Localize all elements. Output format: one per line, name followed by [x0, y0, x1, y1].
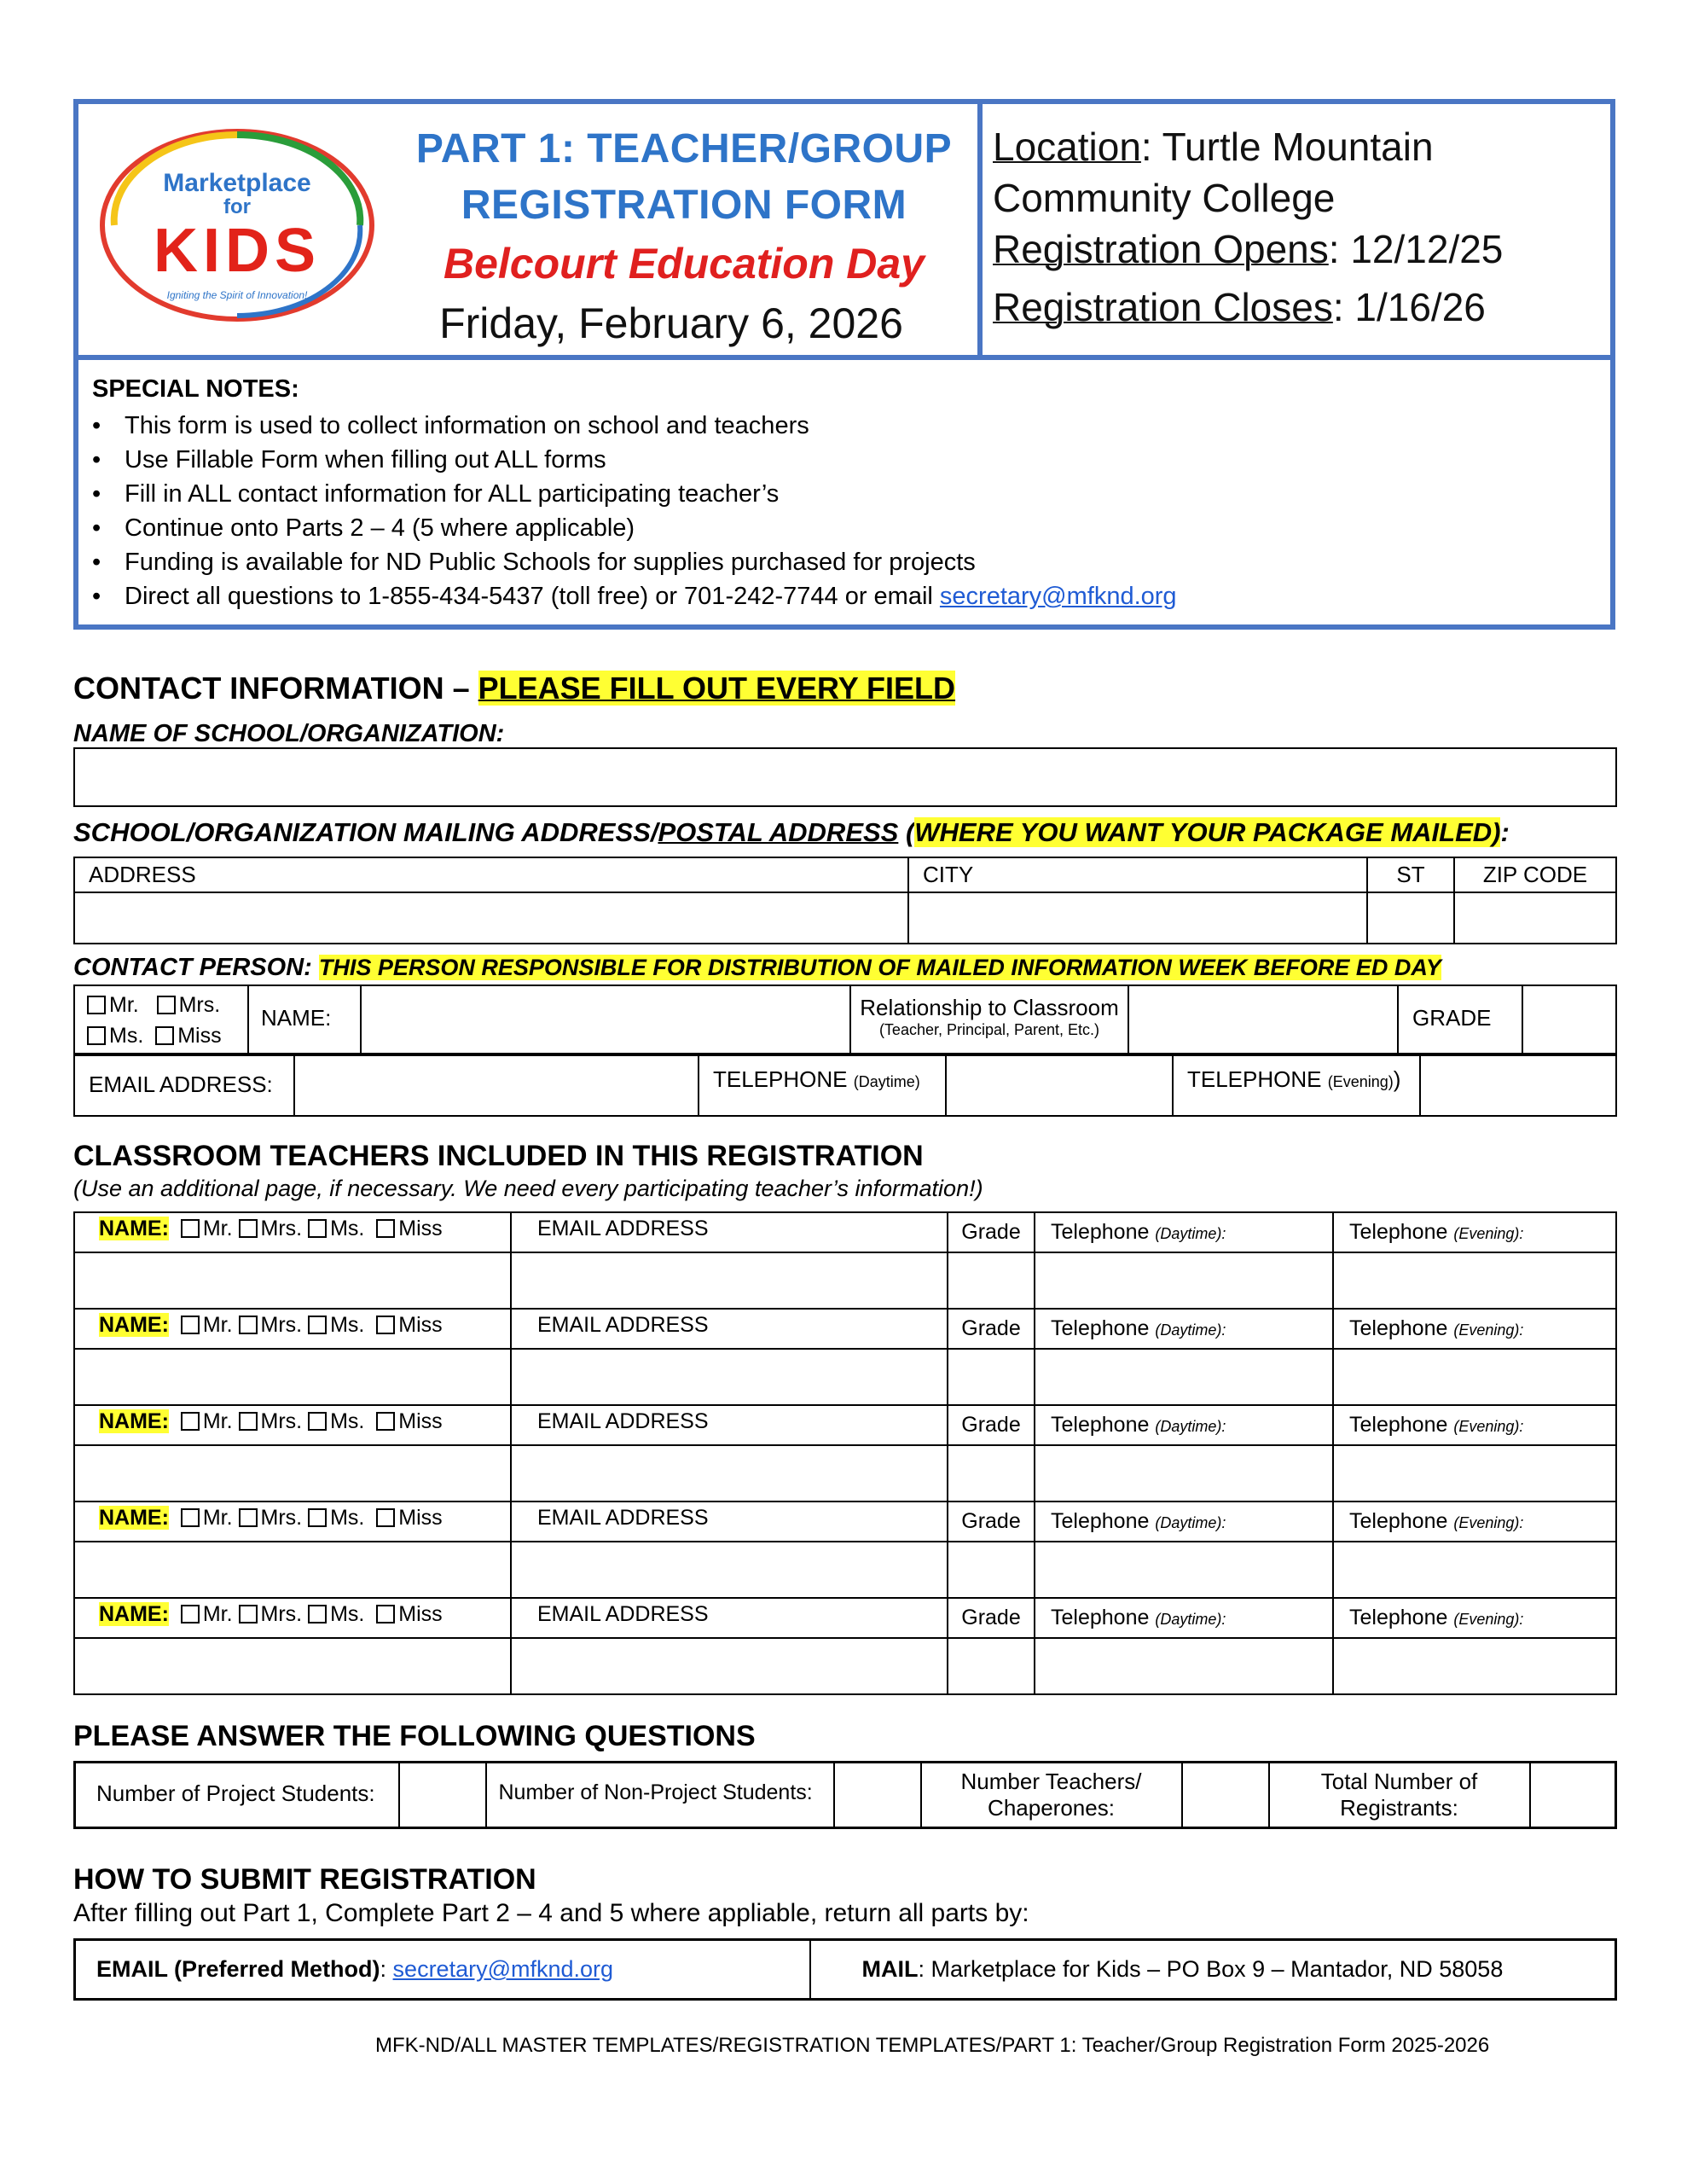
teacher-email-field[interactable] — [511, 1349, 948, 1405]
teacher-input-row — [74, 1349, 1616, 1405]
teacher-name-header — [74, 1309, 511, 1349]
city-header: CITY — [908, 857, 1367, 892]
state-header: ST — [1367, 857, 1454, 892]
tel-text: Telephone — [1051, 1509, 1150, 1533]
teacher-tel-day-field[interactable] — [1035, 1252, 1333, 1309]
teacher-name-label: NAME: — [99, 1409, 169, 1433]
note-text: Direct all questions to 1-855-434-5437 (toll free) or 701-242-7744 or email — [125, 583, 940, 610]
teacher-grade-header: Grade — [948, 1309, 1035, 1349]
checkbox-label: Mrs. — [260, 1217, 303, 1240]
checkbox-miss[interactable] — [376, 1409, 442, 1433]
teacher-tel-eve-field[interactable] — [1333, 1349, 1616, 1405]
q3-line2: Chaperones: — [988, 1795, 1115, 1821]
teacher-input-row — [74, 1638, 1616, 1694]
tel-sub: (Daytime): — [1155, 1514, 1226, 1531]
teacher-name-header — [74, 1212, 511, 1252]
submit-mail-value: : Marketplace for Kids – PO Box 9 – Mantador, ND 58058 — [918, 1956, 1504, 1982]
teacher-name-field[interactable] — [74, 1638, 511, 1694]
grade-field[interactable] — [1522, 985, 1616, 1055]
teacher-name-field[interactable] — [74, 1445, 511, 1502]
q4-line2: Registrants: — [1340, 1795, 1458, 1821]
location-value-2: Community College — [993, 176, 1336, 220]
tel-day-text: TELEPHONE — [713, 1066, 848, 1092]
checkbox-miss[interactable] — [376, 1602, 442, 1626]
teacher-email-header: EMAIL ADDRESS — [511, 1309, 948, 1349]
teacher-name-label: NAME: — [99, 1602, 169, 1626]
contact-section-title — [73, 671, 955, 706]
q-project-students-label: Number of Project Students: — [75, 1763, 399, 1828]
teacher-header-row — [74, 1598, 1616, 1638]
submit-email-cell — [75, 1940, 810, 2000]
teachers-table — [73, 1211, 1617, 1695]
teacher-header-row — [74, 1502, 1616, 1542]
teacher-tel-eve-field[interactable] — [1333, 1638, 1616, 1694]
mailing-label-part: POSTAL ADDRESS — [658, 817, 899, 847]
submit-mail-cell — [810, 1940, 1616, 2000]
contact-name-field[interactable] — [361, 985, 850, 1055]
checkbox-label: Mr. — [202, 1602, 233, 1626]
mailing-label-highlight: WHERE YOU WANT YOUR PACKAGE MAILED) — [914, 817, 1501, 847]
checkbox-label: Ms. — [330, 1313, 365, 1337]
tel-text: Telephone — [1349, 1413, 1448, 1437]
address-table — [73, 857, 1617, 944]
tel-sub: (Daytime): — [1155, 1321, 1226, 1339]
notes-title: SPECIAL NOTES: — [92, 375, 299, 403]
teachers-subtitle: (Use an additional page, if necessary. We need every participating teacher’s information!) — [73, 1176, 983, 1201]
grade-label: GRADE — [1398, 985, 1522, 1055]
state-field[interactable] — [1367, 892, 1454, 944]
contact-email-table — [73, 1053, 1617, 1117]
tel-text: Telephone — [1051, 1316, 1150, 1340]
checkbox-label: Miss — [398, 1313, 443, 1337]
checkbox-miss[interactable] — [376, 1506, 442, 1530]
note-text: Continue onto Parts 2 – 4 (5 where applicable) — [125, 514, 635, 542]
checkbox-mr[interactable] — [181, 1602, 233, 1626]
teacher-grade-header: Grade — [948, 1598, 1035, 1638]
note-item: • Direct all questions to 1-855-434-5437 (toll free) or 701-242-7744 or email secretary@mfknd.org — [92, 583, 1177, 610]
tel-sub: (Daytime): — [1155, 1611, 1226, 1628]
tel-eve-close: ) — [1393, 1066, 1401, 1092]
tel-sub: (Evening): — [1453, 1514, 1524, 1531]
teacher-tel-eve-header — [1333, 1502, 1616, 1542]
special-notes — [92, 375, 1593, 613]
q3-line1: Number Teachers/ — [960, 1769, 1142, 1794]
checkbox-label: Miss — [398, 1409, 443, 1433]
note-text: Funding is available for ND Public Schools for supplies purchased for projects — [125, 549, 976, 576]
tel-text: Telephone — [1051, 1606, 1150, 1629]
teacher-input-row — [74, 1445, 1616, 1502]
teacher-input-row — [74, 1542, 1616, 1598]
tel-eve-label — [1173, 1054, 1420, 1116]
tel-text: Telephone — [1051, 1220, 1150, 1244]
teacher-tel-eve-header — [1333, 1309, 1616, 1349]
logo-line2: for — [223, 195, 251, 218]
checkbox-mrs[interactable] — [239, 1313, 303, 1337]
closes-label: Registration Closes — [993, 285, 1333, 329]
tel-day-sub: (Daytime) — [853, 1073, 920, 1090]
contact-person-label — [73, 954, 1441, 982]
event-name: Belcourt Education Day — [443, 240, 925, 288]
tel-eve-text: TELEPHONE — [1187, 1066, 1322, 1092]
tel-sub: (Daytime): — [1155, 1418, 1226, 1435]
opens-label: Registration Opens — [993, 227, 1329, 271]
tel-sub: (Evening): — [1453, 1225, 1524, 1242]
teacher-tel-day-field[interactable] — [1035, 1542, 1333, 1598]
teacher-header-row — [74, 1212, 1616, 1252]
contact-title-options — [74, 985, 248, 1055]
teacher-email-header: EMAIL ADDRESS — [511, 1598, 948, 1638]
checkbox-mrs[interactable] — [239, 1217, 303, 1240]
checkbox-mrs[interactable] — [239, 1506, 303, 1530]
teacher-name-header — [74, 1405, 511, 1445]
checkbox-miss[interactable] — [376, 1313, 442, 1337]
submit-email-link[interactable]: secretary@mfknd.org — [392, 1956, 614, 1982]
notes-list — [92, 409, 1593, 613]
checkbox-ms[interactable] — [308, 1217, 364, 1240]
submit-mail-label: MAIL — [861, 1956, 919, 1982]
event-date: Friday, February 6, 2026 — [439, 299, 903, 347]
tel-eve-sub: (Evening) — [1327, 1073, 1394, 1090]
teacher-grade-header: Grade — [948, 1212, 1035, 1252]
tel-day-field[interactable] — [946, 1054, 1173, 1116]
teacher-email-header: EMAIL ADDRESS — [511, 1212, 948, 1252]
teacher-grade-field[interactable] — [948, 1349, 1035, 1405]
tel-sub: (Evening): — [1453, 1418, 1524, 1435]
checkbox-label: Mrs. — [178, 993, 221, 1017]
checkbox-label: Ms. — [330, 1409, 365, 1433]
teacher-name-field[interactable] — [74, 1542, 511, 1598]
teacher-tel-day-header — [1035, 1598, 1333, 1638]
teacher-email-field[interactable] — [511, 1252, 948, 1309]
teacher-grade-field[interactable] — [948, 1445, 1035, 1502]
logo-line3: KIDS — [153, 217, 322, 285]
zip-header: ZIP CODE — [1454, 857, 1616, 892]
tel-eve-field[interactable] — [1420, 1054, 1616, 1116]
form-title-block — [386, 121, 983, 353]
teacher-input-row — [74, 1252, 1616, 1309]
checkbox-mrs[interactable] — [239, 1602, 303, 1626]
opens-value: : 12/12/25 — [1328, 227, 1504, 271]
teacher-tel-day-header — [1035, 1212, 1333, 1252]
teacher-tel-day-field[interactable] — [1035, 1445, 1333, 1502]
q-total-registrants-label — [1269, 1763, 1530, 1828]
tel-sub: (Evening): — [1453, 1611, 1524, 1628]
checkbox-label: Ms. — [109, 1024, 144, 1048]
tel-sub: (Evening): — [1453, 1321, 1524, 1339]
checkbox-label: Ms. — [330, 1217, 365, 1240]
mailing-address-label — [73, 817, 1510, 848]
teacher-name-label: NAME: — [99, 1313, 169, 1337]
teacher-tel-eve-header — [1333, 1598, 1616, 1638]
note-text: This form is used to collect information on school and teachers — [125, 412, 809, 439]
checkbox-ms[interactable] — [308, 1313, 364, 1337]
teacher-name-field[interactable] — [74, 1349, 511, 1405]
checkbox-label: Ms. — [330, 1602, 365, 1626]
checkbox-mr[interactable] — [181, 1313, 233, 1337]
contact-person-highlight: THIS PERSON RESPONSIBLE FOR DISTRIBUTION OF MAILED INFORMATION WEEK BEFORE ED DAY — [318, 955, 1441, 980]
tel-text: Telephone — [1051, 1413, 1150, 1437]
contact-person-text: CONTACT PERSON: — [73, 954, 319, 981]
city-field[interactable] — [908, 892, 1367, 944]
submit-section-title: HOW TO SUBMIT REGISTRATION — [73, 1863, 536, 1896]
checkbox-miss[interactable] — [155, 1024, 221, 1048]
logo-tagline: Igniting the Spirit of Innovation! — [166, 289, 308, 301]
checkbox-label: Ms. — [330, 1506, 365, 1530]
opens-line — [993, 224, 1607, 275]
checkbox-label: Mr. — [202, 1313, 233, 1337]
address-header: ADDRESS — [74, 857, 908, 892]
teacher-grade-header: Grade — [948, 1405, 1035, 1445]
q-teachers-chaperones-label — [921, 1763, 1182, 1828]
mailing-label-part: : — [1500, 817, 1510, 847]
teacher-grade-header: Grade — [948, 1502, 1035, 1542]
location-line — [993, 121, 1607, 172]
relationship-label — [850, 985, 1128, 1055]
teacher-tel-day-header — [1035, 1502, 1333, 1542]
submit-email-label: EMAIL (Preferred Method) — [96, 1956, 380, 1982]
note-text: Use Fillable Form when filling out ALL forms — [125, 446, 606, 473]
checkbox-label: Mrs. — [260, 1409, 303, 1433]
header-box — [73, 99, 1615, 630]
checkbox-miss[interactable] — [376, 1217, 442, 1240]
teacher-name-header — [74, 1598, 511, 1638]
checkbox-label: Mrs. — [260, 1602, 303, 1626]
teacher-tel-eve-header — [1333, 1212, 1616, 1252]
form-title-line1: PART 1: TEACHER/GROUP — [415, 126, 953, 171]
teacher-name-header — [74, 1502, 511, 1542]
teacher-tel-eve-field[interactable] — [1333, 1252, 1616, 1309]
mailing-label-part: ( — [898, 817, 915, 847]
teacher-name-label: NAME: — [99, 1506, 169, 1530]
checkbox-label: Mr. — [202, 1506, 233, 1530]
questions-table — [73, 1761, 1617, 1829]
teacher-tel-eve-field[interactable] — [1333, 1542, 1616, 1598]
checkbox-label: Miss — [398, 1602, 443, 1626]
contact-title-highlight: PLEASE FILL OUT EVERY FIELD — [478, 671, 956, 706]
teacher-grade-field[interactable] — [948, 1252, 1035, 1309]
header-top — [78, 104, 1610, 360]
teacher-header-row — [74, 1405, 1616, 1445]
note-text: Fill in ALL contact information for ALL participating teacher’s — [125, 480, 780, 508]
teacher-email-field[interactable] — [511, 1445, 948, 1502]
school-name-label: NAME OF SCHOOL/ORGANIZATION: — [73, 720, 505, 747]
teacher-tel-day-field[interactable] — [1035, 1638, 1333, 1694]
checkbox-label: Miss — [398, 1217, 443, 1240]
location-value: : Turtle Mountain — [1140, 125, 1434, 169]
checkbox-mrs[interactable] — [239, 1409, 303, 1433]
location-label: Location — [993, 125, 1141, 169]
note-item: • Continue onto Parts 2 – 4 (5 where applicable) — [92, 514, 635, 542]
teacher-email-field[interactable] — [511, 1542, 948, 1598]
teacher-email-header: EMAIL ADDRESS — [511, 1405, 948, 1445]
event-info — [993, 121, 1607, 333]
contact-name-label: NAME: — [248, 985, 361, 1055]
checkbox-label: Miss — [398, 1506, 443, 1530]
checkbox-label: Mrs. — [260, 1313, 303, 1337]
teacher-name-label: NAME: — [99, 1217, 169, 1240]
submit-subtitle: After filling out Part 1, Complete Part 2 – 4 and 5 where appliable, return all parts by: — [73, 1899, 1029, 1927]
form-title-line2: REGISTRATION FORM — [461, 183, 907, 228]
q-project-students-field[interactable] — [399, 1763, 486, 1828]
q4-line1: Total Number of — [1320, 1769, 1478, 1794]
q-total-registrants-field[interactable] — [1530, 1763, 1616, 1828]
contact-title-text: CONTACT INFORMATION – — [73, 671, 478, 706]
contact-email-field[interactable] — [294, 1054, 699, 1116]
checkbox-mr[interactable] — [181, 1506, 233, 1530]
notes-email-link[interactable]: secretary@mfknd.org — [939, 583, 1177, 610]
submit-table — [73, 1938, 1617, 2001]
teacher-header-row — [74, 1309, 1616, 1349]
teacher-tel-day-field[interactable] — [1035, 1349, 1333, 1405]
submit-email-colon: : — [380, 1956, 393, 1982]
note-item: • Fill in ALL contact information for ALL participating teacher’s — [92, 480, 780, 508]
note-item: • This form is used to collect information on school and teachers — [92, 412, 809, 439]
checkbox-mr[interactable] — [181, 1409, 233, 1433]
questions-section-title: PLEASE ANSWER THE FOLLOWING QUESTIONS — [73, 1720, 756, 1752]
teacher-tel-eve-field[interactable] — [1333, 1445, 1616, 1502]
tel-text: Telephone — [1349, 1606, 1448, 1629]
teacher-email-header: EMAIL ADDRESS — [511, 1502, 948, 1542]
mailing-label-part: SCHOOL/ORGANIZATION MAILING ADDRESS/ — [73, 817, 658, 847]
checkbox-ms[interactable] — [308, 1409, 364, 1433]
teacher-grade-field[interactable] — [948, 1638, 1035, 1694]
checkbox-ms[interactable] — [308, 1602, 364, 1626]
tel-text: Telephone — [1349, 1509, 1448, 1533]
checkbox-label: Miss — [177, 1024, 222, 1048]
checkbox-ms[interactable] — [308, 1506, 364, 1530]
relationship-sub-text: (Teacher, Principal, Parent, Etc.) — [878, 1021, 1100, 1038]
contact-person-table — [73, 985, 1617, 1056]
teacher-name-field[interactable] — [74, 1252, 511, 1309]
checkbox-label: Mr. — [109, 993, 139, 1017]
checkbox-label: Mr. — [202, 1217, 233, 1240]
header-title-cell — [78, 104, 983, 355]
checkbox-ms[interactable] — [87, 1024, 143, 1048]
footer-path: MFK-ND/ALL MASTER TEMPLATES/REGISTRATION TEMPLATES/PART 1: Teacher/Group Registration Form 2025-2026 — [375, 2034, 1490, 2057]
checkbox-label: Mr. — [202, 1409, 233, 1433]
tel-sub: (Daytime): — [1155, 1225, 1226, 1242]
relationship-field[interactable] — [1128, 985, 1398, 1055]
checkbox-label: Mrs. — [260, 1506, 303, 1530]
note-item: • Use Fillable Form when filling out ALL forms — [92, 446, 606, 473]
relationship-label-text: Relationship to Classroom — [860, 995, 1119, 1020]
tel-text: Telephone — [1349, 1220, 1448, 1244]
tel-text: Telephone — [1349, 1316, 1448, 1340]
checkbox-mrs[interactable] — [157, 993, 221, 1017]
zip-field[interactable] — [1454, 892, 1616, 944]
closes-value: : 1/16/26 — [1332, 285, 1486, 329]
teachers-section-title: CLASSROOM TEACHERS INCLUDED IN THIS REGISTRATION — [73, 1140, 924, 1172]
teacher-grade-field[interactable] — [948, 1542, 1035, 1598]
logo-line1: Marketplace — [163, 169, 311, 197]
checkbox-mr[interactable] — [87, 993, 139, 1017]
closes-line — [993, 282, 1607, 333]
note-item: • Funding is available for ND Public Schools for supplies purchased for projects — [92, 549, 976, 576]
school-name-input[interactable] — [73, 747, 1617, 807]
checkbox-mr[interactable] — [181, 1217, 233, 1240]
teacher-tel-day-header — [1035, 1405, 1333, 1445]
address-field[interactable] — [74, 892, 908, 944]
q-teachers-chaperones-field[interactable] — [1182, 1763, 1269, 1828]
teacher-tel-day-header — [1035, 1309, 1333, 1349]
contact-email-label: EMAIL ADDRESS: — [74, 1054, 294, 1116]
q-non-project-students-field[interactable] — [834, 1763, 921, 1828]
teacher-tel-eve-header — [1333, 1405, 1616, 1445]
q-non-project-students-label: Number of Non-Project Students: — [486, 1763, 834, 1828]
tel-day-label — [699, 1054, 946, 1116]
marketplace-for-kids-logo — [97, 125, 377, 326]
teacher-email-field[interactable] — [511, 1638, 948, 1694]
